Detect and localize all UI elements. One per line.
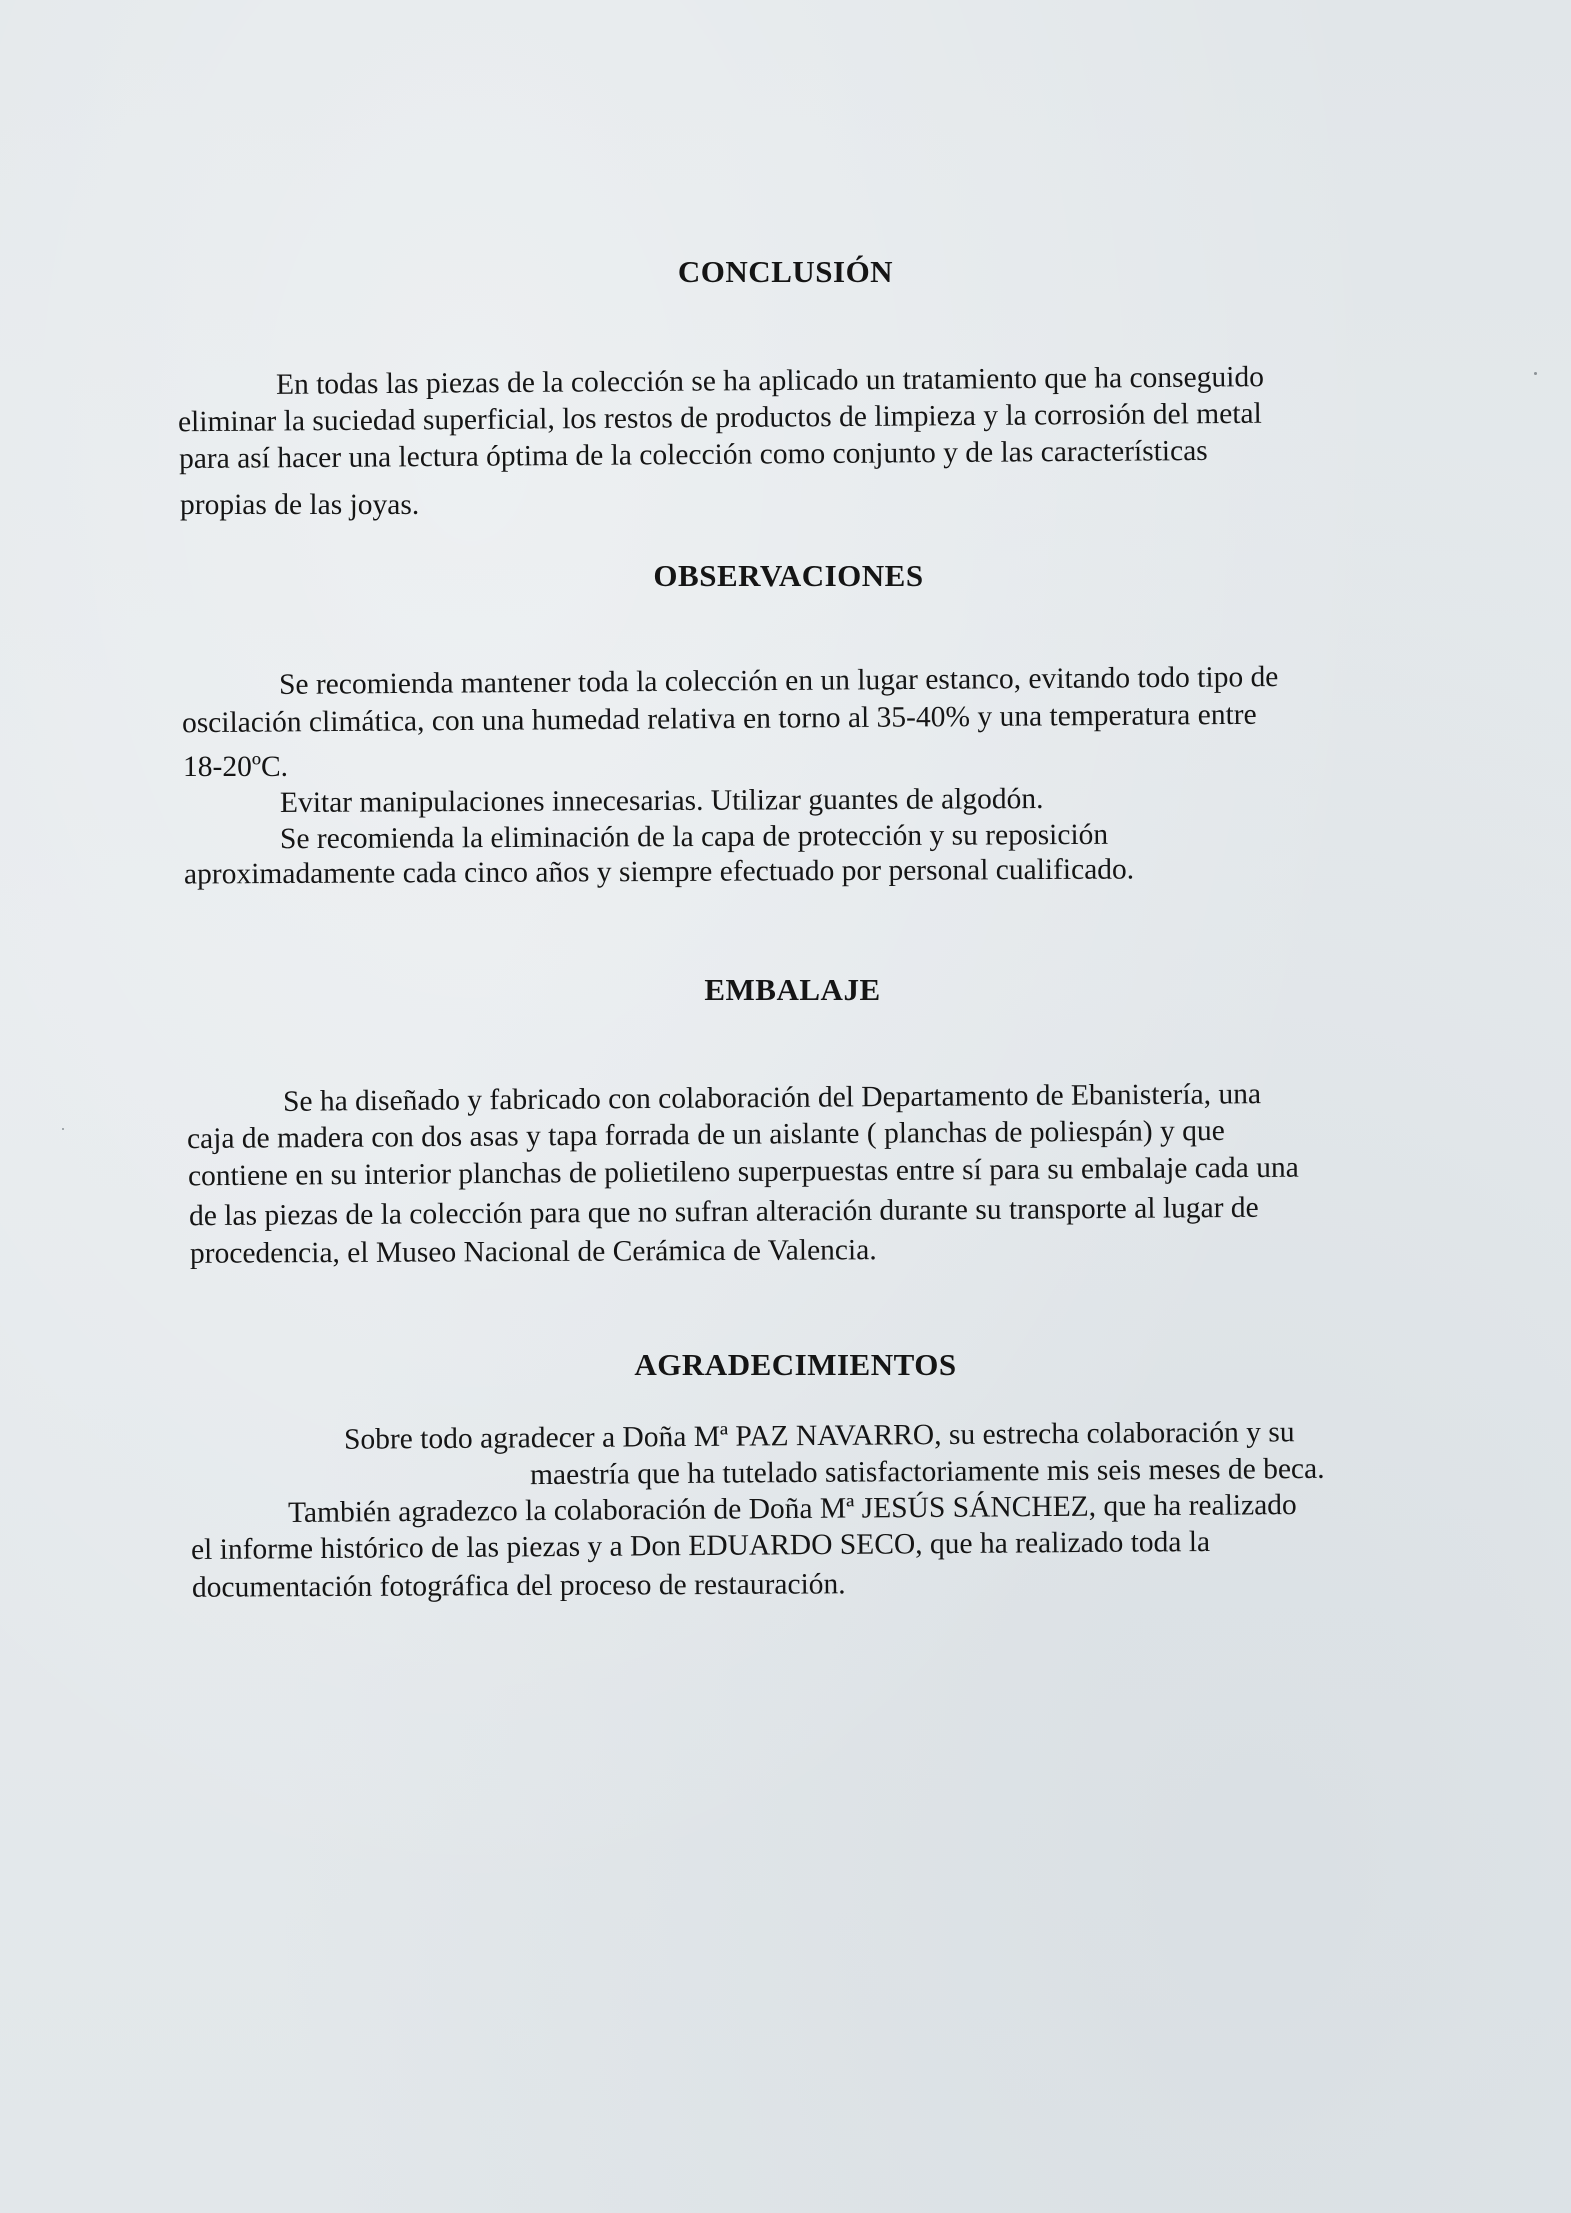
observaciones-line-2: oscilación climática, con una humedad relativa en torno al 35-40% y una temperatura entre [181, 698, 1257, 740]
embalaje-line-2: caja de madera con dos asas y tapa forrada de un aislante ( planchas de poliespán) y que [186, 1114, 1225, 1156]
embalaje-line-3: contiene en su interior planchas de polietileno superpuestas entre sí para su embalaje cada una [187, 1151, 1299, 1193]
agradecimientos-line-5: documentación fotográfica del proceso de restauración. [191, 1568, 846, 1604]
conclusion-line-2: eliminar la suciedad superficial, los restos de productos de limpieza y la corrosión del metal [177, 397, 1262, 439]
embalaje-heading: EMBALAJE [704, 972, 881, 1007]
agradecimientos-line-3: También agradezco la colaboración de Doña Mª JESÚS SÁNCHEZ, que ha realizado [287, 1489, 1297, 1529]
conclusion-line-1: En todas las piezas de la colección se ha aplicado un tratamiento que ha conseguido [275, 361, 1264, 401]
scan-speck [1534, 372, 1537, 375]
conclusion-line-4: propias de las joyas. [180, 489, 420, 521]
agradecimientos-line-2: maestría que ha tutelado satisfactoriamente mis seis meses de beca. [529, 1452, 1325, 1492]
embalaje-line-4: de las piezas de la colección para que no sufran alteración durante su transporte al lugar de [188, 1191, 1259, 1233]
agradecimientos-line-1: Sobre todo agradecer a Doña Mª PAZ NAVARRO, su estrecha colaboración y su [343, 1416, 1295, 1456]
observaciones-line-5: Se recomienda la eliminación de la capa de protección y su reposición [279, 818, 1109, 856]
observaciones-line-1: Se recomienda mantener toda la colección en un lugar estanco, evitando todo tipo de [278, 661, 1279, 701]
conclusion-heading: CONCLUSIÓN [677, 254, 894, 289]
scan-speck [62, 1128, 64, 1130]
embalaje-line-1: Se ha diseñado y fabricado con colaboración del Departamento de Ebanistería, una [282, 1078, 1262, 1118]
observaciones-heading: OBSERVACIONES [653, 558, 924, 593]
embalaje-line-5: procedencia, el Museo Nacional de Cerámica de Valencia. [189, 1234, 877, 1270]
conclusion-line-3: para así hacer una lectura óptima de la colección como conjunto y de las características [178, 434, 1208, 476]
observaciones-line-6: aproximadamente cada cinco años y siempre efectuado por personal cualificado. [183, 853, 1135, 891]
agradecimientos-line-4: el informe histórico de las piezas y a Don EDUARDO SECO, que ha realizado toda la [190, 1525, 1211, 1567]
observaciones-line-3: 18-20ºC. [183, 751, 289, 783]
observaciones-line-4: Evitar manipulaciones innecesarias. Utilizar guantes de algodón. [279, 783, 1044, 819]
agradecimientos-heading: AGRADECIMIENTOS [634, 1347, 957, 1382]
